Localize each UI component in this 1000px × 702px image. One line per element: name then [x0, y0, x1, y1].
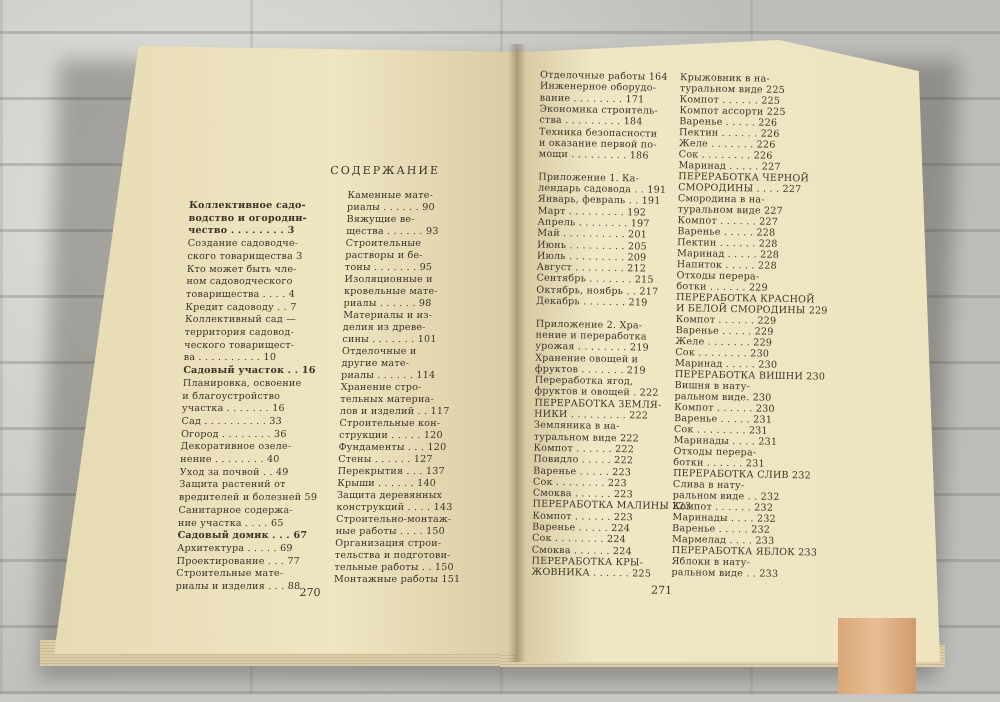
toc-entry: Защита деревянных	[336, 490, 443, 501]
toc-entry: ПЕРЕРАБОТКА ЗЕМЛЯ-	[534, 397, 662, 411]
toc-entry: Компот . . . . . . 222	[533, 442, 635, 456]
toc-entry: Инженерное оборудо-	[539, 80, 657, 94]
toc-entry: конструкций . . . . 143	[336, 502, 453, 513]
toc-entry: Крыжовник в на-	[679, 72, 771, 85]
toc-entry: Строительные мате-	[176, 568, 284, 580]
toc-entry: Вяжущие ве-	[346, 214, 415, 225]
toc-entry: ПЕРЕРАБОТКА МАЛИНЫ 223	[532, 498, 692, 513]
toc-entry: кровельные мате-	[343, 286, 438, 297]
toc-entry: ральном виде . . 232	[672, 490, 780, 503]
toc-entry: нение и переработка	[535, 329, 647, 343]
toc-entry: щества . . . . . . 93	[345, 226, 439, 237]
toc-entry: Напиток . . . . . 228	[676, 259, 777, 272]
toc-entry: Уход за почвой . . 49	[179, 466, 289, 478]
toc-entry: Август . . . . . . . . 212	[536, 261, 647, 275]
toc-entry: риалы . . . . . . 98	[343, 298, 432, 309]
toc-entry: Декоративное озеле-	[180, 441, 292, 453]
toc-entry: Создание садоводче-	[187, 238, 299, 250]
toc-entry: Компот . . . . . . 232	[672, 501, 774, 514]
toc-entry: Варенье . . . . . 232	[672, 523, 771, 536]
toc-entry: Материалы и из-	[343, 310, 433, 321]
toc-entry: Варенье . . . . . 231	[674, 413, 773, 426]
toc-entry: риалы . . . . . . 90	[346, 202, 436, 213]
toc-entry: нение . . . . . . . . 40	[179, 454, 280, 465]
toc-entry: фруктов . . . . . . . 219	[534, 363, 646, 377]
toc-entry: другие мате-	[341, 358, 410, 369]
toc-entry: ПЕРЕРАБОТКА КРАСНОЙ	[676, 292, 815, 306]
toc-entry: туральном виде 225	[679, 83, 786, 96]
toc-entry: ральном виде. 230	[674, 391, 772, 404]
toc-entry: Компот . . . . . . 227	[677, 215, 779, 228]
toc-entry: Сок . . . . . . . . 224	[531, 532, 626, 546]
toc-entry: ПЕРЕРАБОТКА ЧЕРНОЙ	[678, 171, 810, 185]
toc-entry: Маринады . . . . 232	[672, 512, 776, 525]
toc-entry: Отходы перера-	[676, 270, 760, 283]
toc-entry: Коллективный сад —	[184, 314, 297, 326]
toc-entry: Смородина в на-	[677, 193, 765, 206]
toc-entry: Январь, февраль . . 191	[537, 193, 661, 208]
toc-entry: водство и огородни-	[188, 212, 308, 224]
toc-entry: туральном виде 222	[533, 431, 640, 445]
toc-entry: Компот . . . . . . 225	[679, 94, 781, 107]
toc-entry: ботки . . . . . . 229	[676, 281, 768, 294]
toc-entry: ные работы . . . . 150	[335, 526, 446, 537]
toc-entry: Экономика строитель-	[539, 103, 659, 117]
toc-entry: ральном виде . . 233	[671, 567, 779, 580]
toc-entry: туральном виде 227	[677, 204, 783, 217]
toc-entry: Каменные мате-	[347, 190, 434, 201]
toc-entry: Архитектура . . . . . 69	[176, 542, 293, 554]
toc-entry: Перекрытия . . . 137	[337, 466, 446, 477]
toc-entry: Приложение 1. Ка-	[538, 171, 640, 185]
toc-entry: Пектин . . . . . . 226	[679, 127, 780, 140]
toc-entry: ва . . . . . . . . . . 10	[183, 352, 277, 364]
toc-entry: Вишня в нату-	[674, 380, 750, 393]
toc-entry: Хранение овощей и	[535, 352, 639, 365]
toc-entry: Мармелад . . . . 233	[671, 534, 775, 547]
toc-entry: Садовый домик . . . 67	[177, 530, 308, 542]
toc-entry: и благоустройство	[182, 390, 281, 402]
toc-entry: ства . . . . . . . . . 184	[539, 114, 643, 128]
toc-entry: Компот ассорти 225	[679, 105, 786, 118]
toc-entry: Варенье . . . . . 224	[532, 521, 631, 535]
toc-entry: ПЕРЕРАБОТКА ЯБЛОК 233	[671, 545, 818, 559]
toc-entry: Яблоки в нату-	[671, 556, 751, 569]
toc-entry: струкции . . . . . 120	[338, 430, 443, 441]
toc-entry: Приложение 2. Хра-	[535, 318, 643, 332]
toc-entry: Смоква . . . . . . 223	[532, 487, 633, 501]
toc-entry: Проектирование . . . 77	[176, 555, 301, 567]
toc-entry: Сентябрь . . . . . . . 215	[536, 273, 654, 287]
toc-entry: Март . . . . . . . . . 192	[537, 205, 647, 219]
toc-entry: СМОРОДИНЫ . . . . 227	[678, 182, 802, 196]
toc-entry: Кредит садоводу . . 7	[185, 301, 297, 313]
toc-entry: Строительные	[345, 238, 422, 249]
toc-entry: вредителей и болезней 59	[178, 492, 318, 504]
toc-entry: Пектин . . . . . . 228	[677, 237, 778, 250]
toc-entry: Маринад . . . . . 230	[674, 358, 778, 371]
toc-entry: Садовый участок . . 16	[183, 365, 316, 377]
toc-entry: участка . . . . . . . 16	[181, 403, 286, 415]
toc-entry: ПЕРЕРАБОТКА ВИШНИ 230	[674, 369, 826, 383]
toc-entry: Июнь . . . . . . . . . 205	[537, 239, 647, 253]
toc-entry: фруктов и овощей . 222	[534, 385, 659, 400]
toc-entry: Сад . . . . . . . . . . 33	[181, 415, 283, 427]
toc-entry: Санитарное содержа-	[178, 504, 293, 516]
toc-entry: И БЕЛОЙ СМОРОДИНЫ 229	[675, 303, 828, 317]
toc-entry: Апрель . . . . . . . . 197	[537, 216, 650, 230]
toc-entry: Планировка, освоение	[182, 377, 302, 389]
toc-entry: Маринад . . . . . 227	[678, 160, 781, 173]
toc-entry: ского товарищества 3	[187, 250, 303, 262]
toc-entry: делия из древе-	[342, 322, 426, 333]
toc-entry: Варенье . . . . . 223	[533, 465, 632, 478]
toc-entry: Варенье . . . . . 229	[675, 325, 774, 338]
toc-entry: Изоляционные и	[344, 274, 433, 285]
toc-entry: вание . . . . . . . . 171	[539, 92, 645, 106]
toc-entry: тельства и подготови-	[334, 550, 451, 561]
toc-entry: Сок . . . . . . . . 226	[678, 149, 773, 162]
toc-entry: Хранение стро-	[340, 382, 422, 393]
toc-entry: Июль . . . . . . . . . 209	[536, 250, 647, 264]
toc-entry: чество . . . . . . . . 3	[187, 225, 295, 237]
toc-entry: растворы и бе-	[345, 250, 423, 261]
toc-entry: тельные работы . . 150	[334, 562, 455, 573]
toc-entry: Сок . . . . . . . . 223	[532, 476, 627, 490]
right-page-number: 271	[650, 583, 673, 598]
toc-entry: ном садоводческого	[186, 276, 293, 288]
toc-entry: Кто может быть чле-	[186, 263, 297, 275]
toc-entry: лов и изделий . . 117	[339, 406, 450, 417]
toc-entry: Фундаменты . . . 120	[338, 442, 447, 453]
toc-entry: Стены . . . . . . 127	[337, 454, 433, 465]
toc-entry: Строительно-монтаж-	[335, 514, 452, 525]
toc-entry: Октябрь, ноябрь . . 217	[536, 284, 659, 298]
toc-entry: Компот . . . . . . 223	[532, 510, 633, 524]
toc-entry: Монтажные работы 151	[333, 574, 461, 585]
toc-entry: ЖОВНИКА . . . . . . 225	[531, 566, 652, 580]
toc-entry: Крыши . . . . . . 140	[337, 478, 437, 489]
toc-entry: территория садовод-	[184, 327, 295, 338]
toc-entry: Отделочные работы 164	[539, 69, 668, 83]
toc-entry: Май . . . . . . . . . . 201	[537, 227, 648, 241]
toc-entry: Варенье . . . . . 226	[679, 116, 778, 129]
toc-entry: тоны . . . . . . . 95	[344, 262, 433, 273]
toc-entry: Строительные кон-	[339, 418, 441, 429]
toc-entry: риалы и изделия . . . 88	[175, 581, 301, 592]
wooden-bookmark	[838, 618, 916, 694]
toc-entry: Защита растений от	[179, 479, 286, 491]
toc-entry: урожая . . . . . . . . 219	[535, 340, 649, 354]
toc-entry: Огород . . . . . . . . 36	[180, 428, 287, 440]
toc-entry: Компот . . . . . . 230	[674, 402, 775, 415]
left-page-number: 270	[299, 586, 321, 599]
toc-entry: риалы . . . . . . 114	[340, 370, 436, 381]
toc-entry: Переработка ягод,	[534, 374, 634, 388]
toc-entry: Желе . . . . . . . 226	[678, 138, 776, 151]
toc-entry: Смоква . . . . . . 224	[531, 544, 632, 557]
toc-entry: Маринады . . . . 231	[673, 435, 778, 448]
toc-entry: Организация строи-	[335, 538, 442, 549]
toc-entry: Сок . . . . . . . . 231	[673, 424, 768, 437]
toc-entry: Повидло . . . . . 222	[533, 453, 634, 467]
toc-entry: Декабрь . . . . . . . 219	[536, 295, 648, 309]
toc-entry: лендарь садовода . . 191	[538, 182, 667, 196]
toc-entry: Сок . . . . . . . . 230	[675, 347, 770, 360]
toc-entry: Земляника в на-	[533, 419, 620, 433]
toc-entry: ботки . . . . . . 231	[673, 457, 765, 470]
toc-entry: Отделочные и	[341, 346, 417, 357]
toc-entry: Коллективное садо-	[188, 200, 306, 211]
toc-entry: товарищества . . . . 4	[185, 288, 296, 300]
toc-entry: НИКИ . . . . . . . . . 222	[534, 408, 649, 422]
toc-entry: мощи . . . . . . . . . 186	[538, 148, 649, 162]
toc-entry: Варенье . . . . . 228	[677, 226, 776, 239]
toc-entry: Маринад . . . . . 228	[676, 248, 780, 261]
toc-entry: Слива в нату-	[672, 479, 745, 492]
toc-entry: сины . . . . . . . 101	[342, 334, 437, 345]
toc-entry: Желе . . . . . . . 229	[675, 336, 773, 349]
contents-heading: СОДЕРЖАНИЕ	[330, 164, 441, 177]
toc-entry: ние участка . . . . 65	[177, 517, 284, 529]
toc-entry: ПЕРЕРАБОТКА СЛИВ 232	[673, 468, 811, 482]
toc-entry: Отходы перера-	[673, 446, 757, 459]
toc-entry: Компот . . . . . . 229	[675, 314, 777, 327]
toc-entry: ПЕРЕРАБОТКА КРЫ-	[531, 555, 644, 569]
toc-entry: тельных материа-	[340, 394, 435, 405]
toc-entry: ческого товарищест-	[183, 339, 295, 351]
toc-entry: и оказание первой по-	[538, 137, 657, 151]
toc-entry: Техника безопасности	[538, 126, 658, 140]
